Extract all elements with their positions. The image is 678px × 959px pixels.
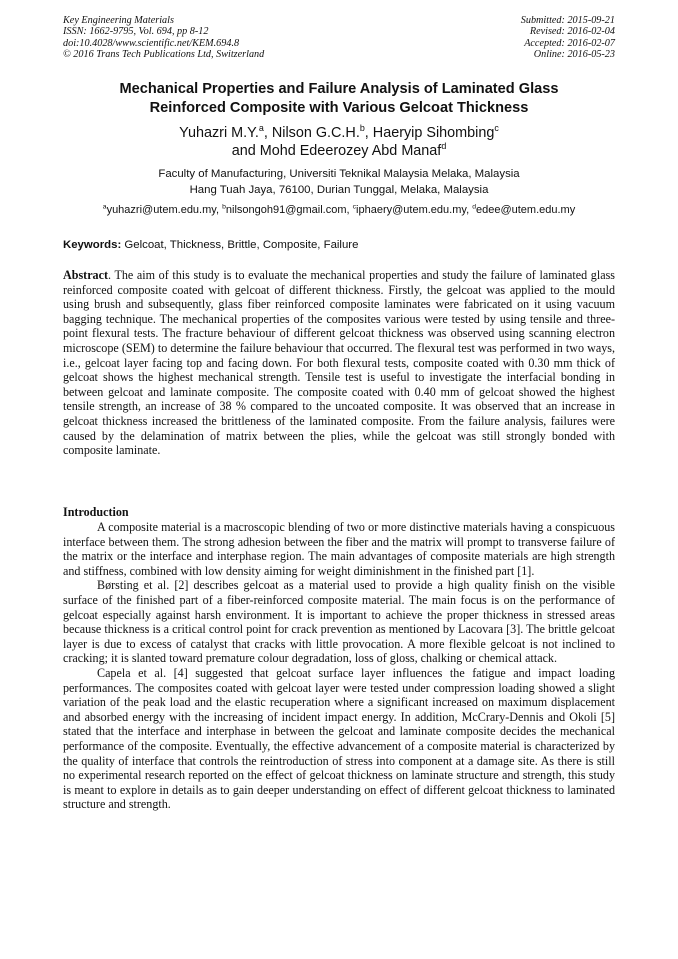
journal-copyright: © 2016 Trans Tech Publications Ltd, Switzerland [63,48,265,60]
title-line-1: Mechanical Properties and Failure Analysis of Laminated Glass [119,81,559,97]
author-name: Yuhazri M.Y. [179,125,259,141]
email-mark: b [222,203,226,211]
author-name: Haeryip Sihombing [372,125,495,141]
abstract [63,268,615,458]
journal-info [63,15,363,60]
section-heading-introduction: Introduction [63,505,129,519]
journal-issn: ISSN: 1662-9795, Vol. 694, pp 8-12 [63,26,209,38]
authors-line-2 [63,142,615,160]
affiliation-line-1: Faculty of Manufacturing, Universiti Teknikal Malaysia Melaka, Malaysia [158,168,520,180]
introduction-body [63,520,615,812]
affiliation-line-2: Hang Tuah Jaya, 76100, Durian Tunggal, Melaka, Malaysia [189,184,489,196]
email-mark: c [352,203,357,211]
intro-paragraph: Børsting et al. [2] describes gelcoat as a material used to provide a high quality finish on the visible surface of the finished part of a fiber-reinforced composite material. The main focus is on the performance of gelcoat especially against harsh environment. It is important to achieve the proper thickness in stressed areas because thickness is a critical control point for crack prevention as mentioned by Lacovara [3]. The brittle gelcoat layer is due to excess of catalyst that cracks with little provocation. A more flexible gelcoat is not inclined to cracking; it is slanted toward premature colour degradation, loss of gloss, chalking or chemical attack. [63,578,615,666]
keywords [63,238,615,252]
email-address[interactable]: edee@utem.edu.my [475,204,576,216]
author-name: and Mohd Edeerozey Abd Manaf [231,143,442,159]
journal-doi: doi:10.4028/www.scientific.net/KEM.694.8 [63,37,240,49]
keywords-text: Gelcoat, Thickness, Brittle, Composite, Failure [124,239,359,251]
date-accepted: Accepted: 2016-02-07 [524,37,615,49]
email-address[interactable]: iphaery@utem.edu.my [356,204,467,216]
author-affil-mark: b [359,123,365,134]
author-affil-mark: d [441,141,447,152]
email-address[interactable]: yuhazri@utem.edu.my [106,204,216,216]
author-name: Nilson G.C.H. [271,125,360,141]
author-separator: , [263,125,272,141]
author-separator: , [364,125,373,141]
intro-paragraph: Capela et al. [4] suggested that gelcoat surface layer influences the fatigue and impact loading performances. The composites coated with gelcoat layer were tested under compression loading showed a slight variation of the peak load and the elastic recuperation where a significant increased on maximum displacement and absorbed energy with the increasing of incident impact energy. In addition, McCrary-Dennis and Okoli [5] stated that the interface and interphase in between the gelcoat and laminate composite decides the mechanical performance of the composite. Eventually, the effective advancement of a composite material is characterized by the quality of interface that controls the reintroduction of stress into component at a damage site. As there is still no experimental research reported on the effect of gelcoat thickness on laminate structure and strength, this study is meant to explore in details as to gain deeper understanding on effect of different gelcoat thickness to laminated structure and strength. [63,665,615,812]
keywords-label: Keywords: [63,239,122,251]
authors-line-1 [63,124,615,142]
affiliation [63,166,615,198]
author-affil-mark: a [258,123,264,134]
date-revised: Revised: 2016-02-04 [529,26,615,38]
journal-name: Key Engineering Materials [63,15,174,26]
email-mark: a [102,203,107,211]
abstract-label: Abstract [63,268,109,282]
paper-title [63,80,615,118]
date-online: Online: 2016-05-23 [533,48,615,60]
email-mark: d [472,203,476,211]
title-line-2: Reinforced Composite with Various Gelcoat Thickness [149,100,529,116]
intro-paragraph: A composite material is a macroscopic blending of two or more distinctive materials having a conspicuous interface between them. The strong adhesion between the fiber and the matrix will prompt to transverse failure of the matrix or the interface and interphase region. The main advantages of composite materials are high strength and stiffness, combined with low density aiming for weight diminishment in the finished part [1]. [63,520,615,578]
date-submitted: Submitted: 2015-09-21 [520,15,615,26]
abstract-text: . The aim of this study is to evaluate the mechanical properties and study the failure of laminated glass reinforced composite coated with gelcoat of different thickness. Firstly, the gelcoat was applied to the mould using brush and subsequently, glass fiber reinforced composite laminates were fabricated on it using vacuum bagging technique. The mechanical properties of the composites various were tested by using tensile and three-point flexural tests. The fracture behaviour of different gelcoat thickness was observed using scanning electron microscope (SEM) to determine the failure behaviour that occurred. The flexural test was performed in two ways, i.e., gelcoat layer facing top and facing down. For both flexural tests, composite coated with 0.30 mm thick of gelcoat shows the highest mechanical strength. Tensile test is useful to investigate the interfacial bonding in between gelcoat and laminate composite. The composite coated with 0.40 mm of gelcoat showed the highest tensile strength, an increase of 38 % compared to the uncoated composite. It was observed that an increase in gelcoat thickness increased the brittleness of the laminated composite. From the failure analysis, failures were caused by the delamination of matrix between the plies, while the gelcoat was still strongly bonded with composite laminate. [63,268,615,458]
author-list [63,124,615,160]
email-separator: , [346,204,353,216]
email-separator: , [466,204,473,216]
submission-dates [355,15,615,60]
author-affil-mark: c [494,123,499,134]
email-list [63,203,615,217]
email-separator: , [215,204,223,216]
email-address[interactable]: nilsongoh91@gmail.com [225,204,347,216]
